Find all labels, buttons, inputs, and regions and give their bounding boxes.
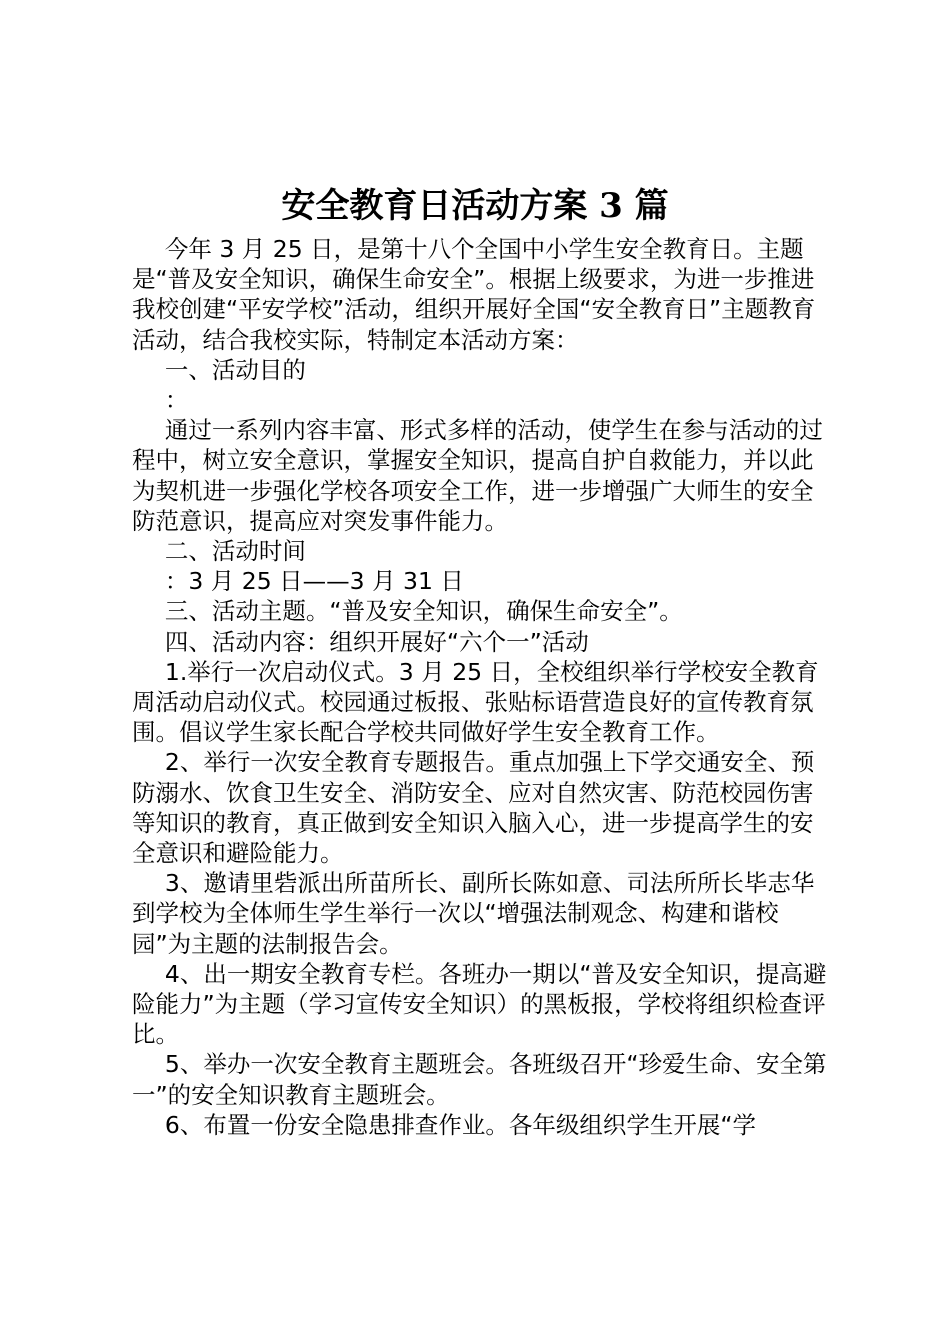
- content-item-3: 3、邀请里砦派出所苗所长、副所长陈如意、司法所所长毕志华到学校为全体师生学生举行一次以“增强法制观念、构建和谐校园”为主题的法制报告会。: [132, 869, 815, 958]
- purpose-colon: ：: [164, 386, 189, 415]
- content-item-6: 6、布置一份安全隐患排查作业。各年级组织学生开展“学: [164, 1110, 757, 1139]
- section-heading-time: 二、活动时间: [164, 537, 306, 566]
- section-heading-content: 四、活动内容：组织开展好“六个一”活动: [164, 627, 589, 656]
- purpose-paragraph: 通过一系列内容丰富、形式多样的活动，使学生在参与活动的过程中，树立安全意识，掌握安全知识，提高自护自救能力，并以此为契机进一步强化学校各项安全工作，进一步增强广大师生的安全防范意识，提高应对突发事件能力。: [132, 416, 823, 535]
- document-body: [132, 234, 832, 1140]
- content-item-4: 4、出一期安全教育专栏。各班办一期以“普及安全知识，提高避险能力”为主题（学习宣传安全知识）的黑板报，学校将组织检查评比。: [132, 959, 827, 1049]
- content-item-5: 5、举办一次安全教育主题班会。各班级召开“珍爱生命、安全第一”的安全知识教育主题班会。: [132, 1050, 827, 1109]
- content-item-2: 2、举行一次安全教育专题报告。重点加强上下学交通安全、预防溺水、饮食卫生安全、消防安全、应对自然灾害、防范校园伤害等知识的教育，真正做到安全知识入脑入心，进一步提高学生的安全意识和避险能力。: [132, 748, 815, 868]
- content-item-1: 1.举行一次启动仪式。3 月 25 日，全校组织举行学校安全教育周活动启动仪式。校园通过板报、张贴标语营造良好的宣传教育氛围。倡议学生家长配合学校共同做好学生安全教育工作。: [132, 657, 819, 747]
- time-range: ：3 月 25 日——3 月 31 日: [164, 567, 464, 596]
- section-heading-purpose: 一、活动目的: [164, 355, 306, 384]
- section-heading-theme: 三、活动主题。“普及安全知识，确保生命安全”。: [164, 597, 683, 626]
- document-title: 安全教育日活动方案 3 篇: [281, 186, 669, 226]
- intro-paragraph: 今年 3 月 25 日，是第十八个全国中小学生安全教育日。主题是“普及安全知识，确保生命安全”。根据上级要求，为进一步推进我校创建“平安学校”活动，组织开展好全国“安全教育日”主题教育活动，结合我校实际，特制定本活动方案：: [132, 235, 816, 354]
